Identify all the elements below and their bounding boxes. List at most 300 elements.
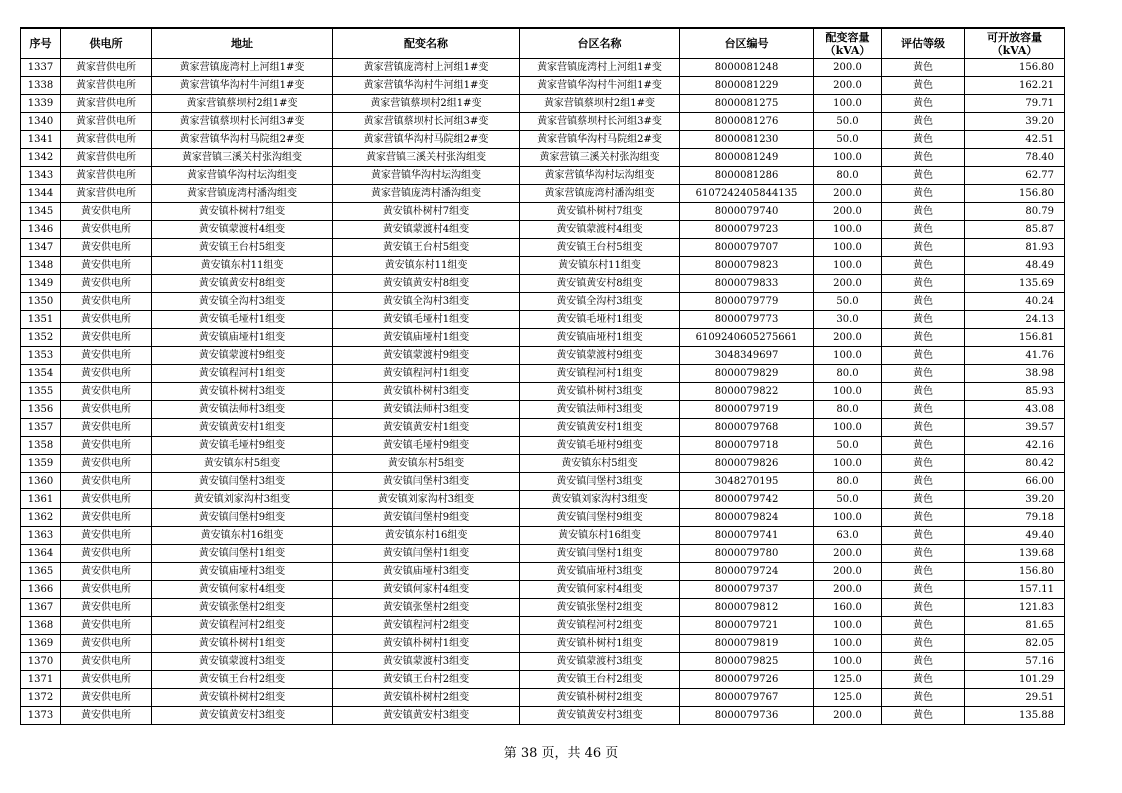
station-cell: 黄安供电所 — [61, 671, 152, 689]
open-capacity-cell: 24.13 — [965, 311, 1065, 329]
grade-cell: 黄色 — [882, 527, 965, 545]
address-cell: 黄家营镇蔡坝村2组1#变 — [152, 95, 333, 113]
transformer-name-cell: 黄安镇蒙渡村4组变 — [333, 221, 520, 239]
serial-cell: 1344 — [21, 185, 61, 203]
area-code-cell: 8000079736 — [680, 707, 814, 725]
table-row — [21, 167, 1065, 185]
station-cell: 黄安供电所 — [61, 365, 152, 383]
address-cell: 黄安镇闫堡村9组变 — [152, 509, 333, 527]
capacity-cell: 100.0 — [814, 383, 882, 401]
capacity-cell: 200.0 — [814, 563, 882, 581]
transformer-name-cell: 黄安镇王台村2组变 — [333, 671, 520, 689]
open-capacity-cell: 49.40 — [965, 527, 1065, 545]
station-cell: 黄安供电所 — [61, 419, 152, 437]
area-code-cell: 8000081230 — [680, 131, 814, 149]
grade-cell: 黄色 — [882, 221, 965, 239]
serial-cell: 1353 — [21, 347, 61, 365]
capacity-cell: 100.0 — [814, 221, 882, 239]
area-name-cell: 黄安镇东村5组变 — [520, 455, 680, 473]
table-row — [21, 275, 1065, 293]
transformer-name-cell: 黄家营镇蔡坝村2组1#变 — [333, 95, 520, 113]
capacity-cell: 80.0 — [814, 473, 882, 491]
area-name-cell: 黄安镇黄安村1组变 — [520, 419, 680, 437]
serial-cell: 1346 — [21, 221, 61, 239]
page-footer: 第 38 页，共 46 页 — [503, 746, 619, 761]
table-row — [21, 527, 1065, 545]
address-cell: 黄家营镇庞湾村上河组1#变 — [152, 59, 333, 77]
capacity-cell: 50.0 — [814, 437, 882, 455]
grade-cell: 黄色 — [882, 257, 965, 275]
grade-cell: 黄色 — [882, 617, 965, 635]
capacity-cell: 100.0 — [814, 653, 882, 671]
table-row — [21, 635, 1065, 653]
serial-cell: 1354 — [21, 365, 61, 383]
area-name-cell: 黄安镇朴树村7组变 — [520, 203, 680, 221]
address-cell: 黄安镇东村16组变 — [152, 527, 333, 545]
station-cell: 黄家营供电所 — [61, 59, 152, 77]
capacity-cell: 200.0 — [814, 581, 882, 599]
capacity-cell: 80.0 — [814, 365, 882, 383]
table-row — [21, 563, 1065, 581]
area-name-cell: 黄安镇何家村4组变 — [520, 581, 680, 599]
station-cell: 黄安供电所 — [61, 599, 152, 617]
open-capacity-cell: 156.81 — [965, 329, 1065, 347]
open-capacity-cell: 42.16 — [965, 437, 1065, 455]
table-header-row — [21, 28, 1065, 59]
station-cell: 黄家营供电所 — [61, 77, 152, 95]
serial-cell: 1364 — [21, 545, 61, 563]
area-name-cell: 黄家营镇蔡坝村2组1#变 — [520, 95, 680, 113]
grade-cell: 黄色 — [882, 275, 965, 293]
transformer-name-cell: 黄安镇黄安村1组变 — [333, 419, 520, 437]
serial-cell: 1362 — [21, 509, 61, 527]
col-address-header: 地址 — [152, 28, 333, 59]
serial-cell: 1352 — [21, 329, 61, 347]
transformer-name-cell: 黄安镇黄安村3组变 — [333, 707, 520, 725]
capacity-cell: 50.0 — [814, 131, 882, 149]
open-capacity-cell: 48.49 — [965, 257, 1065, 275]
capacity-cell: 100.0 — [814, 509, 882, 527]
grade-cell: 黄色 — [882, 599, 965, 617]
open-capacity-cell: 162.21 — [965, 77, 1065, 95]
address-cell: 黄安镇蒙渡村9组变 — [152, 347, 333, 365]
station-cell: 黄安供电所 — [61, 437, 152, 455]
table-row — [21, 293, 1065, 311]
grade-cell: 黄色 — [882, 491, 965, 509]
table-row — [21, 221, 1065, 239]
serial-cell: 1348 — [21, 257, 61, 275]
open-capacity-cell: 79.71 — [965, 95, 1065, 113]
open-capacity-cell: 43.08 — [965, 401, 1065, 419]
open-capacity-cell: 62.77 — [965, 167, 1065, 185]
transformer-name-cell: 黄安镇闫堡村3组变 — [333, 473, 520, 491]
open-capacity-cell: 78.40 — [965, 149, 1065, 167]
serial-cell: 1355 — [21, 383, 61, 401]
serial-cell: 1343 — [21, 167, 61, 185]
open-capacity-cell: 39.20 — [965, 491, 1065, 509]
transformer-name-cell: 黄安镇东村5组变 — [333, 455, 520, 473]
grade-cell: 黄色 — [882, 635, 965, 653]
open-capacity-cell: 42.51 — [965, 131, 1065, 149]
capacity-cell: 100.0 — [814, 149, 882, 167]
area-code-cell: 3048349697 — [680, 347, 814, 365]
col-transformer-name-header: 配变名称 — [333, 28, 520, 59]
transformer-name-cell: 黄安镇朴树村2组变 — [333, 689, 520, 707]
address-cell: 黄安镇朴树村7组变 — [152, 203, 333, 221]
transformer-name-cell: 黄安镇东村16组变 — [333, 527, 520, 545]
area-code-cell: 8000079824 — [680, 509, 814, 527]
table-row — [21, 707, 1065, 725]
transformer-name-cell: 黄安镇东村11组变 — [333, 257, 520, 275]
address-cell: 黄安镇朴树村2组变 — [152, 689, 333, 707]
serial-cell: 1345 — [21, 203, 61, 221]
area-name-cell: 黄安镇闫堡村3组变 — [520, 473, 680, 491]
area-code-cell: 6109240605275661 — [680, 329, 814, 347]
open-capacity-cell: 79.18 — [965, 509, 1065, 527]
area-name-cell: 黄安镇朴树村2组变 — [520, 689, 680, 707]
area-name-cell: 黄安镇庙垭村1组变 — [520, 329, 680, 347]
area-code-cell: 8000079741 — [680, 527, 814, 545]
station-cell: 黄安供电所 — [61, 653, 152, 671]
table-row — [21, 581, 1065, 599]
station-cell: 黄安供电所 — [61, 239, 152, 257]
serial-cell: 1373 — [21, 707, 61, 725]
area-code-cell: 8000079768 — [680, 419, 814, 437]
col-open-capacity-header: 可开放容量 （kVA） — [965, 28, 1065, 59]
area-name-cell: 黄安镇朴树村1组变 — [520, 635, 680, 653]
area-name-cell: 黄家营镇华沟村坛沟组变 — [520, 167, 680, 185]
station-cell: 黄安供电所 — [61, 635, 152, 653]
grade-cell: 黄色 — [882, 545, 965, 563]
area-code-cell: 8000081286 — [680, 167, 814, 185]
area-code-cell: 8000079718 — [680, 437, 814, 455]
area-code-cell: 8000079724 — [680, 563, 814, 581]
capacity-cell: 200.0 — [814, 185, 882, 203]
grade-cell: 黄色 — [882, 509, 965, 527]
area-code-cell: 8000079742 — [680, 491, 814, 509]
open-capacity-cell: 121.83 — [965, 599, 1065, 617]
area-name-cell: 黄家营镇三溪关村张沟组变 — [520, 149, 680, 167]
grade-cell: 黄色 — [882, 185, 965, 203]
serial-cell: 1338 — [21, 77, 61, 95]
station-cell: 黄安供电所 — [61, 221, 152, 239]
station-cell: 黄安供电所 — [61, 563, 152, 581]
transformer-name-cell: 黄安镇毛垭村9组变 — [333, 437, 520, 455]
transformer-name-cell: 黄安镇蒙渡村3组变 — [333, 653, 520, 671]
area-name-cell: 黄家营镇蔡坝村长河组3#变 — [520, 113, 680, 131]
capacity-cell: 100.0 — [814, 455, 882, 473]
capacity-cell: 200.0 — [814, 275, 882, 293]
address-cell: 黄安镇庙垭村3组变 — [152, 563, 333, 581]
transformer-name-cell: 黄安镇闫堡村9组变 — [333, 509, 520, 527]
address-cell: 黄安镇蒙渡村4组变 — [152, 221, 333, 239]
station-cell: 黄安供电所 — [61, 455, 152, 473]
transformer-name-cell: 黄安镇庙垭村3组变 — [333, 563, 520, 581]
area-name-cell: 黄安镇蒙渡村3组变 — [520, 653, 680, 671]
table-row — [21, 113, 1065, 131]
station-cell: 黄安供电所 — [61, 401, 152, 419]
table-row — [21, 689, 1065, 707]
grade-cell: 黄色 — [882, 203, 965, 221]
serial-cell: 1372 — [21, 689, 61, 707]
transformer-name-cell: 黄安镇程河村2组变 — [333, 617, 520, 635]
transformer-name-cell: 黄家营镇三溪关村张沟组变 — [333, 149, 520, 167]
station-cell: 黄安供电所 — [61, 329, 152, 347]
area-code-cell: 8000079812 — [680, 599, 814, 617]
station-cell: 黄家营供电所 — [61, 149, 152, 167]
area-code-cell: 8000079780 — [680, 545, 814, 563]
capacity-cell: 100.0 — [814, 347, 882, 365]
capacity-cell: 100.0 — [814, 257, 882, 275]
serial-cell: 1361 — [21, 491, 61, 509]
capacity-cell: 125.0 — [814, 671, 882, 689]
grade-cell: 黄色 — [882, 59, 965, 77]
area-code-cell: 8000081249 — [680, 149, 814, 167]
table-row — [21, 203, 1065, 221]
capacity-cell: 200.0 — [814, 545, 882, 563]
open-capacity-cell: 156.80 — [965, 185, 1065, 203]
transformer-name-cell: 黄安镇黄安村8组变 — [333, 275, 520, 293]
area-code-cell: 8000079823 — [680, 257, 814, 275]
col-area-code-header: 台区编号 — [680, 28, 814, 59]
table-row — [21, 185, 1065, 203]
address-cell: 黄安镇庙垭村1组变 — [152, 329, 333, 347]
area-code-cell: 8000079822 — [680, 383, 814, 401]
area-name-cell: 黄安镇毛垭村9组变 — [520, 437, 680, 455]
area-code-cell: 8000079740 — [680, 203, 814, 221]
table-row — [21, 617, 1065, 635]
address-cell: 黄安镇东村11组变 — [152, 257, 333, 275]
area-name-cell: 黄安镇朴树村3组变 — [520, 383, 680, 401]
table-row — [21, 239, 1065, 257]
area-name-cell: 黄安镇程河村1组变 — [520, 365, 680, 383]
capacity-cell: 80.0 — [814, 167, 882, 185]
table-row — [21, 491, 1065, 509]
grade-cell: 黄色 — [882, 365, 965, 383]
open-capacity-cell: 156.80 — [965, 59, 1065, 77]
table-row — [21, 437, 1065, 455]
station-cell: 黄家营供电所 — [61, 131, 152, 149]
area-name-cell: 黄家营镇华沟村马院组2#变 — [520, 131, 680, 149]
serial-cell: 1365 — [21, 563, 61, 581]
grade-cell: 黄色 — [882, 653, 965, 671]
transformer-name-cell: 黄家营镇庞湾村上河组1#变 — [333, 59, 520, 77]
transformer-name-cell: 黄安镇全沟村3组变 — [333, 293, 520, 311]
serial-cell: 1337 — [21, 59, 61, 77]
transformer-name-cell: 黄家营镇庞湾村潘沟组变 — [333, 185, 520, 203]
address-cell: 黄家营镇庞湾村潘沟组变 — [152, 185, 333, 203]
table-row — [21, 599, 1065, 617]
transformer-name-cell: 黄家营镇华沟村坛沟组变 — [333, 167, 520, 185]
open-capacity-cell: 41.76 — [965, 347, 1065, 365]
serial-cell: 1368 — [21, 617, 61, 635]
col-grade-header: 评估等级 — [882, 28, 965, 59]
address-cell: 黄安镇朴树村1组变 — [152, 635, 333, 653]
station-cell: 黄安供电所 — [61, 293, 152, 311]
open-capacity-cell: 139.68 — [965, 545, 1065, 563]
station-cell: 黄家营供电所 — [61, 113, 152, 131]
capacity-cell: 100.0 — [814, 635, 882, 653]
serial-cell: 1351 — [21, 311, 61, 329]
address-cell: 黄家营镇华沟村坛沟组变 — [152, 167, 333, 185]
capacity-cell: 200.0 — [814, 329, 882, 347]
grade-cell: 黄色 — [882, 347, 965, 365]
serial-cell: 1371 — [21, 671, 61, 689]
address-cell: 黄家营镇华沟村牛河组1#变 — [152, 77, 333, 95]
station-cell: 黄安供电所 — [61, 275, 152, 293]
address-cell: 黄安镇程河村1组变 — [152, 365, 333, 383]
table-row — [21, 77, 1065, 95]
station-cell: 黄安供电所 — [61, 257, 152, 275]
table-row — [21, 401, 1065, 419]
area-code-cell: 8000081229 — [680, 77, 814, 95]
area-name-cell: 黄安镇东村16组变 — [520, 527, 680, 545]
area-code-cell: 8000079829 — [680, 365, 814, 383]
address-cell: 黄安镇法师村3组变 — [152, 401, 333, 419]
table-row — [21, 347, 1065, 365]
station-cell: 黄安供电所 — [61, 689, 152, 707]
serial-cell: 1342 — [21, 149, 61, 167]
table-row — [21, 95, 1065, 113]
address-cell: 黄安镇毛垭村9组变 — [152, 437, 333, 455]
open-capacity-cell: 80.42 — [965, 455, 1065, 473]
table-row — [21, 311, 1065, 329]
station-cell: 黄家营供电所 — [61, 167, 152, 185]
grade-cell: 黄色 — [882, 131, 965, 149]
open-capacity-cell: 66.00 — [965, 473, 1065, 491]
open-capacity-cell: 85.93 — [965, 383, 1065, 401]
open-capacity-cell: 157.11 — [965, 581, 1065, 599]
station-cell: 黄安供电所 — [61, 527, 152, 545]
area-name-cell: 黄家营镇庞湾村潘沟组变 — [520, 185, 680, 203]
open-capacity-cell: 29.51 — [965, 689, 1065, 707]
address-cell: 黄安镇黄安村1组变 — [152, 419, 333, 437]
open-capacity-cell: 39.57 — [965, 419, 1065, 437]
station-cell: 黄家营供电所 — [61, 95, 152, 113]
area-name-cell: 黄安镇蒙渡村4组变 — [520, 221, 680, 239]
table-row — [21, 329, 1065, 347]
grade-cell: 黄色 — [882, 293, 965, 311]
transformer-name-cell: 黄安镇朴树村1组变 — [333, 635, 520, 653]
col-serial-header: 序号 — [21, 28, 61, 59]
transformer-capacity-table — [20, 27, 1065, 725]
area-name-cell: 黄安镇程河村2组变 — [520, 617, 680, 635]
table-row — [21, 59, 1065, 77]
station-cell: 黄安供电所 — [61, 473, 152, 491]
grade-cell: 黄色 — [882, 311, 965, 329]
open-capacity-cell: 80.79 — [965, 203, 1065, 221]
station-cell: 黄家营供电所 — [61, 185, 152, 203]
open-capacity-cell: 135.88 — [965, 707, 1065, 725]
capacity-cell: 80.0 — [814, 401, 882, 419]
transformer-name-cell: 黄家营镇蔡坝村长河组3#变 — [333, 113, 520, 131]
transformer-name-cell: 黄安镇何家村4组变 — [333, 581, 520, 599]
station-cell: 黄安供电所 — [61, 203, 152, 221]
grade-cell: 黄色 — [882, 455, 965, 473]
station-cell: 黄安供电所 — [61, 383, 152, 401]
col-capacity-header: 配变容量 （kVA） — [814, 28, 882, 59]
area-code-cell: 8000079721 — [680, 617, 814, 635]
capacity-cell: 100.0 — [814, 95, 882, 113]
serial-cell: 1339 — [21, 95, 61, 113]
table-row — [21, 653, 1065, 671]
address-cell: 黄家营镇蔡坝村长河组3#变 — [152, 113, 333, 131]
area-code-cell: 8000079726 — [680, 671, 814, 689]
serial-cell: 1347 — [21, 239, 61, 257]
area-name-cell: 黄安镇黄安村8组变 — [520, 275, 680, 293]
serial-cell: 1367 — [21, 599, 61, 617]
transformer-name-cell: 黄安镇朴树村3组变 — [333, 383, 520, 401]
capacity-cell: 200.0 — [814, 707, 882, 725]
address-cell: 黄安镇蒙渡村3组变 — [152, 653, 333, 671]
col-area-name-header: 台区名称 — [520, 28, 680, 59]
capacity-cell: 30.0 — [814, 311, 882, 329]
area-code-cell: 8000079833 — [680, 275, 814, 293]
serial-cell: 1360 — [21, 473, 61, 491]
area-name-cell: 黄安镇王台村5组变 — [520, 239, 680, 257]
area-code-cell: 6107242405844135 — [680, 185, 814, 203]
address-cell: 黄安镇闫堡村1组变 — [152, 545, 333, 563]
capacity-cell: 100.0 — [814, 239, 882, 257]
capacity-cell: 50.0 — [814, 113, 882, 131]
area-code-cell: 8000079826 — [680, 455, 814, 473]
area-name-cell: 黄安镇闫堡村1组变 — [520, 545, 680, 563]
address-cell: 黄安镇程河村2组变 — [152, 617, 333, 635]
area-code-cell: 8000081248 — [680, 59, 814, 77]
address-cell: 黄安镇黄安村3组变 — [152, 707, 333, 725]
area-name-cell: 黄安镇闫堡村9组变 — [520, 509, 680, 527]
table-row — [21, 455, 1065, 473]
area-name-cell: 黄安镇庙垭村3组变 — [520, 563, 680, 581]
transformer-name-cell: 黄安镇朴树村7组变 — [333, 203, 520, 221]
table-row — [21, 365, 1065, 383]
grade-cell: 黄色 — [882, 149, 965, 167]
open-capacity-cell: 82.05 — [965, 635, 1065, 653]
area-code-cell: 8000079723 — [680, 221, 814, 239]
grade-cell: 黄色 — [882, 77, 965, 95]
grade-cell: 黄色 — [882, 95, 965, 113]
serial-cell: 1359 — [21, 455, 61, 473]
area-code-cell: 8000081275 — [680, 95, 814, 113]
area-code-cell: 3048270195 — [680, 473, 814, 491]
grade-cell: 黄色 — [882, 581, 965, 599]
area-code-cell: 8000079773 — [680, 311, 814, 329]
address-cell: 黄安镇闫堡村3组变 — [152, 473, 333, 491]
open-capacity-cell: 81.93 — [965, 239, 1065, 257]
station-cell: 黄安供电所 — [61, 311, 152, 329]
transformer-name-cell: 黄家营镇华沟村牛河组1#变 — [333, 77, 520, 95]
area-name-cell: 黄安镇全沟村3组变 — [520, 293, 680, 311]
transformer-name-cell: 黄安镇程河村1组变 — [333, 365, 520, 383]
serial-cell: 1358 — [21, 437, 61, 455]
serial-cell: 1340 — [21, 113, 61, 131]
table-row — [21, 419, 1065, 437]
grade-cell: 黄色 — [882, 437, 965, 455]
transformer-name-cell: 黄安镇王台村5组变 — [333, 239, 520, 257]
address-cell: 黄安镇朴树村3组变 — [152, 383, 333, 401]
table-body — [21, 59, 1065, 725]
area-name-cell: 黄家营镇庞湾村上河组1#变 — [520, 59, 680, 77]
serial-cell: 1370 — [21, 653, 61, 671]
open-capacity-cell: 40.24 — [965, 293, 1065, 311]
table-row — [21, 383, 1065, 401]
grade-cell: 黄色 — [882, 473, 965, 491]
grade-cell: 黄色 — [882, 383, 965, 401]
area-name-cell: 黄安镇蒙渡村9组变 — [520, 347, 680, 365]
address-cell: 黄安镇毛垭村1组变 — [152, 311, 333, 329]
station-cell: 黄安供电所 — [61, 617, 152, 635]
address-cell: 黄家营镇三溪关村张沟组变 — [152, 149, 333, 167]
